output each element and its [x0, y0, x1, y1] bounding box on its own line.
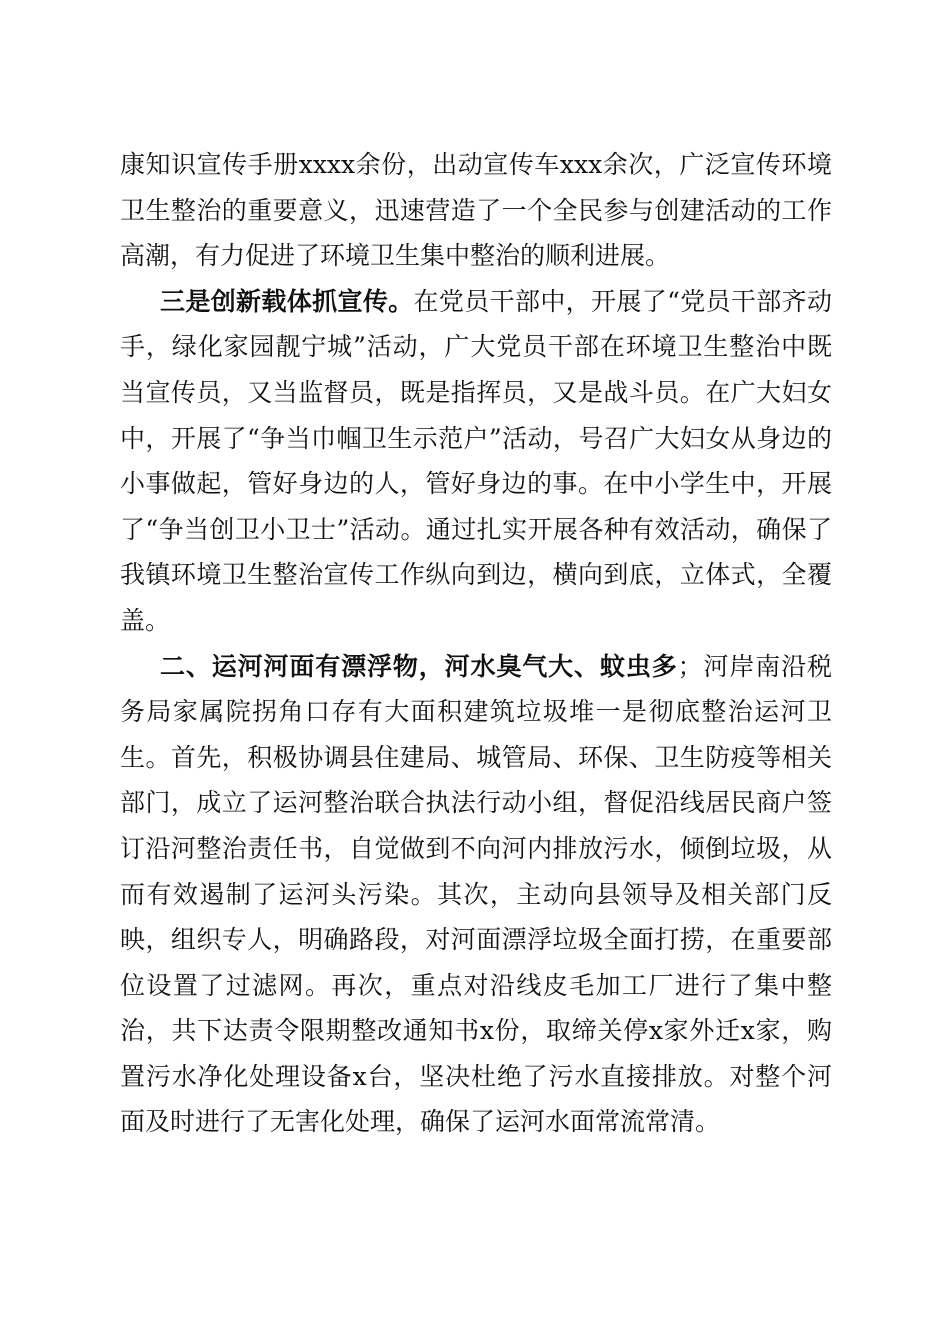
- paragraph-text: 康知识宣传手册xxxx余份，出动宣传车xxx余次，广泛宣传环境卫生整治的重要意义，迅速营造了一个全民参与创建活动的工作高潮，有力促进了环境卫生集中整治的顺利进展。: [120, 150, 832, 271]
- paragraph-text: ；河岸南沿税务局家属院拐角口存有大面积建筑垃圾堆一是彻底整治运河卫生。首先，积极协调县住建局、城管局、环保、卫生防疫等相关部门，成立了运河整治联合执法行动小组，督促沿线居民商户签订沿河整治责任书，自觉做到不向河内排放污水，倾倒垃圾，从而有效遏制了运河头污染。其次，主动向县领导及相关部门反映，组织专人，明确路段，对河面漂浮垃圾全面打捞，在重要部位设置了过滤网。再次，重点对沿线皮毛加工厂进行了集中整治，共下达责令限期整改通知书x份，取缔关停x家外迁x家，购置污水净化处理设备x台，坚决杜绝了污水直接排放。对整个河面及时进行了无害化处理，确保了运河水面常流常清。: [120, 651, 832, 1137]
- section-heading: 二、运河河面有漂浮物，河水臭气大、蚊虫多: [160, 651, 678, 681]
- paragraph-text: 在党员干部中，开展了“党员干部齐动手，绿化家园靓宁城”活动，广大党员干部在环境卫生整治中既当宣传员，又当监督员，既是指挥员，又是战斗员。在广大妇女中，开展了“争当巾帼卫生示范户”活动，号召广大妇女从身边的小事做起，管好身边的人，管好身边的事。在中小学生中，开展了“争当创卫小卫士”活动。通过扎实开展各种有效活动，确保了我镇环境卫生整治宣传工作纵向到边，横向到底，立体式，全覆盖。: [120, 286, 832, 635]
- paragraph-canal-rectification: [120, 644, 832, 1146]
- paragraph-publicity-carrier: [120, 279, 832, 644]
- paragraph-continuation: [120, 142, 832, 279]
- document-body: [120, 142, 832, 1145]
- paragraph-heading: 三是创新载体抓宣传。: [160, 286, 414, 316]
